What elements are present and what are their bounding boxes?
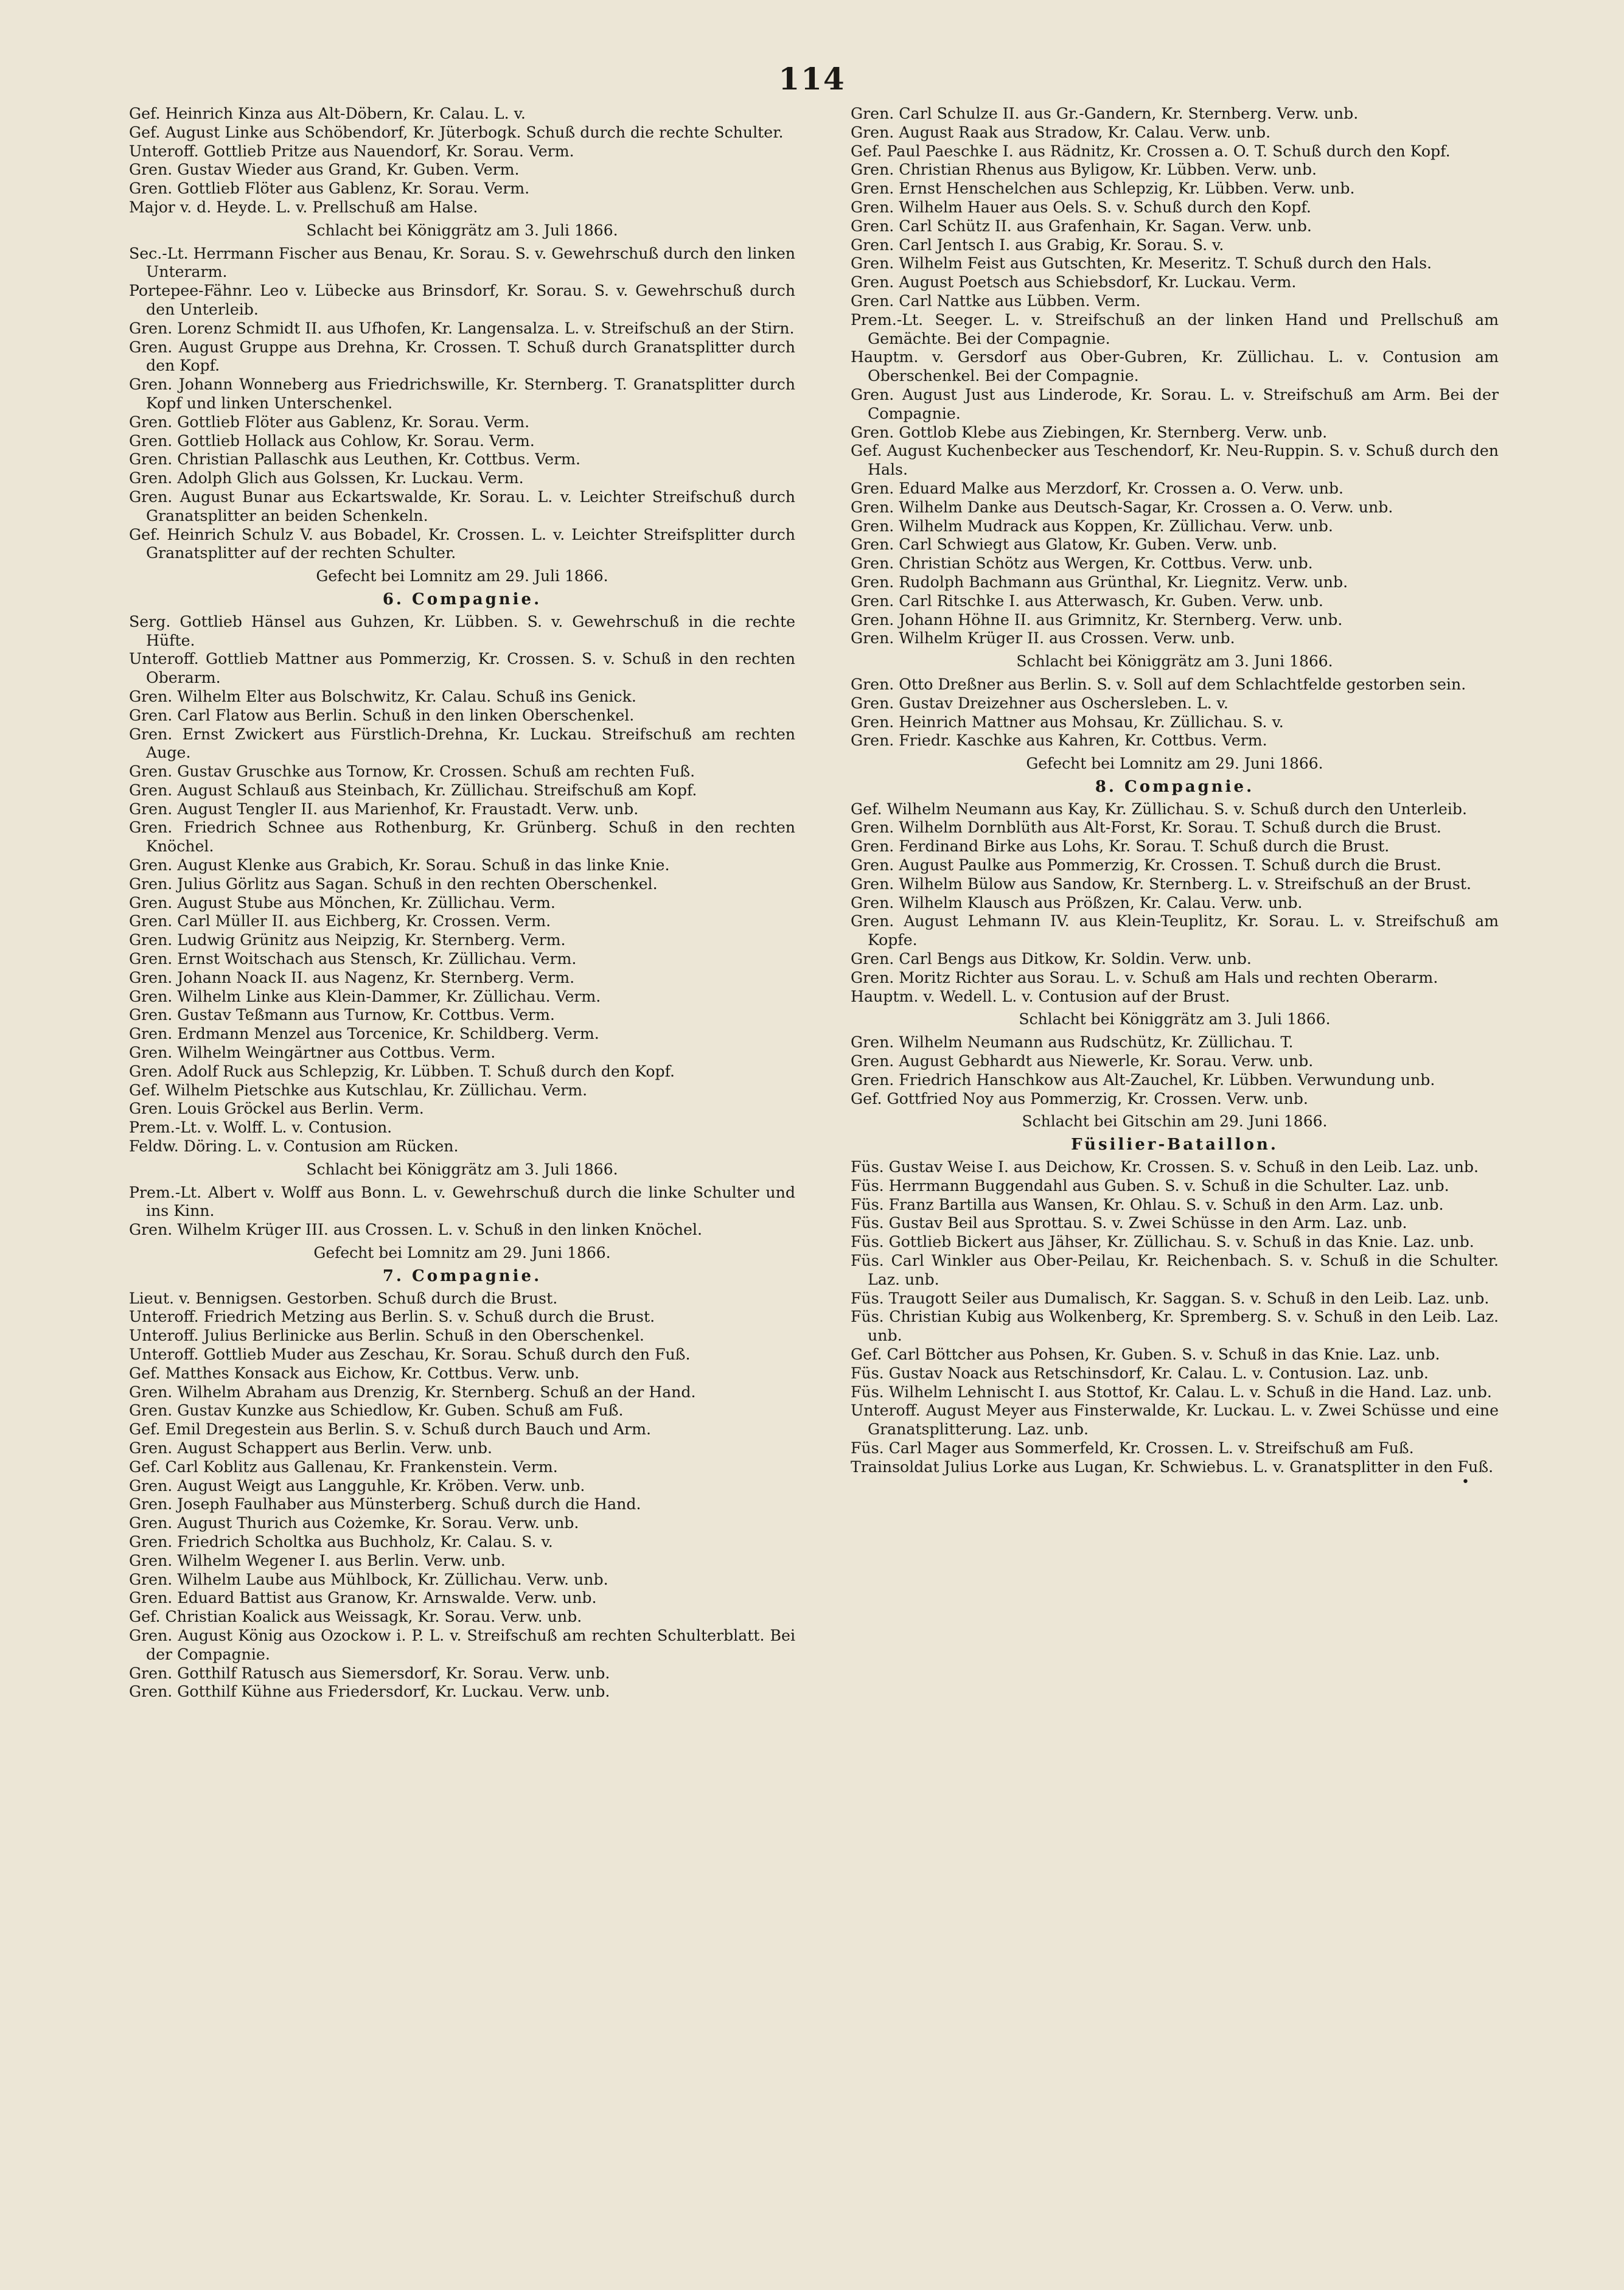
casualty-entry: Gren. August Schappert aus Berlin. Verw. unb. [129, 1439, 492, 1457]
casualty-entry: Gren. Carl Jentsch I. aus Grabig, Kr. Sorau. S. v. [851, 236, 1224, 254]
casualty-entry: Gren. Carl Schütz II. aus Grafenhain, Kr. Sagan. Verw. unb. [851, 217, 1312, 235]
casualty-entry: Unteroff. Gottlieb Muder aus Zeschau, Kr. Sorau. Schuß durch den Fuß. [129, 1346, 691, 1363]
casualty-entry: Gren. Wilhelm Krüger II. aus Crossen. Verw. unb. [851, 629, 1235, 648]
casualty-entry: Gren. Wilhelm Weingärtner aus Cottbus. Verm. [129, 1044, 496, 1062]
casualty-entry: Gren. Ernst Henschelchen aus Schlepzig, Kr. Lübben. Verw. unb. [851, 180, 1355, 198]
casualty-entry: Portepee-Fähnr. Leo v. Lübecke aus Brinsdorf, Kr. Sorau. S. v. Gewehrschuß durch den Unterleib. [129, 282, 795, 318]
company-heading: 7. Compagnie. [382, 1266, 542, 1285]
casualty-entry: Gren. Ferdinand Birke aus Lohs, Kr. Sorau. T. Schuß durch die Brust. [851, 837, 1390, 856]
right-column [851, 105, 1499, 1492]
casualty-entry: Gren. Christian Rhenus aus Byligow, Kr. Lübben. Verw. unb. [851, 161, 1317, 179]
casualty-entry: Füs. Carl Winkler aus Ober-Peilau, Kr. Reichenbach. S. v. Schuß in die Schulter. Laz. unb. [851, 1252, 1499, 1288]
casualty-entry: Gren. Wilhelm Klausch aus Prößzen, Kr. Calau. Verw. unb. [851, 893, 1303, 912]
casualty-entry: Gren. Johann Noack II. aus Nagenz, Kr. Sternberg. Verm. [129, 968, 575, 986]
casualty-entry: Gren. Wilhelm Dornblüth aus Alt-Forst, Kr. Sorau. T. Schuß durch die Brust. [851, 819, 1441, 837]
casualty-entry: Gren. Christian Pallaschk aus Leuthen, Kr. Cottbus. Verm. [129, 450, 581, 469]
casualty-entry: Gren. Gustav Gruschke aus Tornow, Kr. Crossen. Schuß am rechten Fuß. [129, 763, 695, 781]
casualty-entry: Gren. Wilhelm Krüger III. aus Crossen. L. v. Schuß in den linken Knöchel. [129, 1221, 702, 1239]
casualty-entry: Gren. Julius Görlitz aus Sagan. Schuß in den rechten Oberschenkel. [129, 874, 658, 893]
casualty-entry: Gren. Moritz Richter aus Sorau. L. v. Schuß am Hals und rechten Oberarm. [851, 968, 1438, 986]
casualty-entry: Gren. August Schlauß aus Steinbach, Kr. Züllichau. Streifschuß am Kopf. [129, 781, 697, 799]
casualty-entry: Füs. Gustav Weise I. aus Deichow, Kr. Crossen. S. v. Schuß in den Leib. Laz. unb. [851, 1158, 1479, 1176]
casualty-entry: Gren. Joseph Faulhaber aus Münsterberg. Schuß durch die Hand. [129, 1495, 641, 1513]
casualty-entry: Gren. Wilhelm Hauer aus Oels. S. v. Schuß durch den Kopf. [851, 198, 1311, 216]
section-heading: Schlacht bei Königgrätz am 3. Juli 1866. [306, 1160, 618, 1178]
casualty-entry: Gren. Gottlieb Flöter aus Gablenz, Kr. Sorau. Verm. [129, 180, 530, 198]
casualty-entry: Füs. Christian Kubig aus Wolkenberg, Kr. Spremberg. S. v. Schuß in den Leib. Laz. unb. [851, 1308, 1499, 1345]
casualty-entry: Gren. August Lehmann IV. aus Klein-Teuplitz, Kr. Sorau. L. v. Streifschuß am Kopfe. [851, 912, 1499, 949]
casualty-entry: Gren. Carl Flatow aus Berlin. Schuß in den linken Oberschenkel. [129, 706, 635, 724]
casualty-entry: Gef. Christian Koalick aus Weissagk, Kr. Sorau. Verw. unb. [129, 1608, 582, 1626]
casualty-entry: Gren. Johann Höhne II. aus Grimnitz, Kr. Sternberg. Verw. unb. [851, 610, 1343, 629]
casualty-entry: Gren. Adolph Glich aus Golssen, Kr. Luckau. Verm. [129, 469, 524, 487]
section-heading: Schlacht bei Königgrätz am 3. Juli 1866. [1019, 1010, 1331, 1028]
casualty-entry: Unteroff. Gottlieb Mattner aus Pommerzig, Kr. Crossen. S. v. Schuß in den rechten Oberarm. [129, 650, 795, 687]
casualty-entry: Gren. Ernst Woitschach aus Stensch, Kr. Züllichau. Verm. [129, 950, 577, 968]
casualty-entry: Gren. August Thurich aus Cożemke, Kr. Sorau. Verw. unb. [129, 1514, 579, 1532]
casualty-entry: Füs. Traugott Seiler aus Dumalisch, Kr. Saggan. S. v. Schuß in den Leib. Laz. unb. [851, 1289, 1490, 1307]
casualty-entry: Gren. Friedrich Schnee aus Rothenburg, Kr. Grünberg. Schuß in den rechten Knöchel. [129, 819, 795, 856]
section-heading: Gefecht bei Lomnitz am 29. Juli 1866. [316, 567, 608, 585]
casualty-entry: Gren. Gotthilf Ratusch aus Siemersdorf, Kr. Sorau. Verw. unb. [129, 1664, 610, 1682]
casualty-entry: Gren. Friedrich Scholtka aus Buchholz, Kr. Calau. S. v. [129, 1532, 553, 1551]
casualty-entry: Gren. Carl Bengs aus Ditkow, Kr. Soldin. Verw. unb. [851, 950, 1252, 968]
casualty-entry: Gren. Friedrich Hanschkow aus Alt-Zauchel, Kr. Lübben. Verwundung unb. [851, 1070, 1435, 1089]
casualty-entry: Gren. Louis Gröckel aus Berlin. Verm. [129, 1100, 424, 1118]
casualty-entry: Gren. Gotthilf Kühne aus Friedersdorf, Kr. Luckau. Verw. unb. [129, 1683, 610, 1701]
casualty-entry: Gren. August Klenke aus Grabich, Kr. Sorau. Schuß in das linke Knie. [129, 856, 670, 874]
casualty-entry: Gren. August Just aus Linderode, Kr. Sorau. L. v. Streifschuß am Arm. Bei der Compagnie. [851, 385, 1499, 422]
casualty-entry: Gren. Johann Wonneberg aus Friedrichswille, Kr. Sternberg. T. Granatsplitter durch Kopf und linken Unterschenkel. [129, 375, 795, 412]
casualty-entry: Gef. Heinrich Kinza aus Alt-Döbern, Kr. Calau. L. v. [129, 105, 526, 122]
casualty-entry: Gren. Wilhelm Bülow aus Sandow, Kr. Sternberg. L. v. Streifschuß an der Brust. [851, 874, 1471, 893]
casualty-entry: Gef. August Kuchenbecker aus Teschendorf, Kr. Neu-Ruppin. S. v. Schuß durch den Hals. [851, 442, 1499, 479]
section-heading: Gefecht bei Lomnitz am 29. Juni 1866. [313, 1244, 611, 1262]
casualty-entry: Gren. Friedr. Kaschke aus Kahren, Kr. Cottbus. Verm. [851, 731, 1267, 750]
casualty-entry: Prem.-Lt. v. Wolff. L. v. Contusion. [129, 1119, 392, 1137]
section-heading: Schlacht bei Gitschin am 29. Juni 1866. [1022, 1112, 1328, 1131]
casualty-entry: Trainsoldat Julius Lorke aus Lugan, Kr. Schwiebus. L. v. Granatsplitter in den Fuß. [851, 1457, 1494, 1476]
casualty-entry: Gren. August Poetsch aus Schiebsdorf, Kr. Luckau. Verm. [851, 273, 1297, 291]
casualty-entry: Gren. Gottlieb Hollack aus Cohlow, Kr. Sorau. Verm. [129, 431, 535, 450]
casualty-entry: Lieut. v. Bennigsen. Gestorben. Schuß durch die Brust. [129, 1289, 558, 1307]
casualty-entry: Gren. Gustav Teßmann aus Turnow, Kr. Cottbus. Verm. [129, 1006, 555, 1024]
casualty-entry: Gren. Wilhelm Linke aus Klein-Dammer, Kr. Züllichau. Verm. [129, 987, 601, 1005]
casualty-entry: Gren. August Tengler II. aus Marienhof, Kr. Fraustadt. Verw. unb. [129, 800, 639, 818]
casualty-entry: Füs. Franz Bartilla aus Wansen, Kr. Ohlau. S. v. Schuß in den Arm. Laz. unb. [851, 1195, 1444, 1213]
casualty-entry: Gren. Gustav Dreizehner aus Oschersleben. L. v. [851, 694, 1228, 712]
casualty-entry: Gren. August Gebhardt aus Niewerle, Kr. Sorau. Verw. unb. [851, 1052, 1314, 1070]
casualty-entry: Gef. Carl Böttcher aus Pohsen, Kr. Guben. S. v. Schuß in das Knie. Laz. unb. [851, 1346, 1440, 1363]
casualty-entry: Gren. Wilhelm Elter aus Bolschwitz, Kr. Calau. Schuß ins Genick. [129, 687, 636, 705]
casualty-entry: Gren. Lorenz Schmidt II. aus Ufhofen, Kr. Langensalza. L. v. Streifschuß an der Stirn. [129, 319, 795, 337]
casualty-entry: Gren. Wilhelm Neumann aus Rudschütz, Kr. Züllichau. T. [851, 1033, 1294, 1052]
casualty-entry: Gef. Gottfried Noy aus Pommerzig, Kr. Crossen. Verw. unb. [851, 1089, 1308, 1108]
casualty-entry: Gren. Heinrich Mattner aus Mohsau, Kr. Züllichau. S. v. [851, 713, 1284, 731]
casualty-entry: Prem.-Lt. Albert v. Wolff aus Bonn. L. v. Gewehrschuß durch die linke Schulter und ins Kinn. [129, 1183, 795, 1220]
casualty-entry: Major v. d. Heyde. L. v. Prellschuß am Halse. [129, 198, 478, 216]
casualty-entry: Gef. Carl Koblitz aus Gallenau, Kr. Frankenstein. Verm. [129, 1457, 558, 1476]
casualty-entry: Füs. Gustav Noack aus Retschinsdorf, Kr. Calau. L. v. Contusion. Laz. unb. [851, 1364, 1429, 1382]
casualty-entry: Feldw. Döring. L. v. Contusion am Rücken. [129, 1137, 459, 1156]
casualty-entry: Gren. Gottlieb Flöter aus Gablenz, Kr. Sorau. Verm. [129, 413, 530, 431]
casualty-entry: Gren. Ludwig Grünitz aus Neipzig, Kr. Sternberg. Verm. [129, 931, 566, 949]
casualty-entry: Gren. August Stube aus Mönchen, Kr. Züllichau. Verm. [129, 893, 556, 912]
end-mark: • [1462, 1474, 1469, 1490]
company-heading: 6. Compagnie. [382, 590, 542, 609]
casualty-entry: Gef. Wilhelm Pietschke aus Kutschlau, Kr. Züllichau. Verm. [129, 1081, 588, 1099]
casualty-entry: Prem.-Lt. Seeger. L. v. Streifschuß an der linken Hand und Prellschuß am Gemächte. Bei der Compagnie. [851, 310, 1499, 347]
casualty-entry: Füs. Carl Mager aus Sommerfeld, Kr. Crossen. L. v. Streifschuß am Fuß. [851, 1439, 1414, 1457]
casualty-entry: Gren. Wilhelm Mudrack aus Koppen, Kr. Züllichau. Verw. unb. [851, 517, 1333, 535]
casualty-entry: Gren. August Paulke aus Pommerzig, Kr. Crossen. T. Schuß durch die Brust. [851, 856, 1441, 874]
casualty-entry: Gren. August Bunar aus Eckartswalde, Kr. Sorau. L. v. Leichter Streifschuß durch Granatsplitter an beiden Schenkeln. [129, 487, 795, 525]
casualty-entry: Unteroff. Friedrich Metzing aus Berlin. S. v. Schuß durch die Brust. [129, 1308, 655, 1326]
casualty-entry: Gren. Eduard Battist aus Granow, Kr. Arnswalde. Verw. unb. [129, 1589, 597, 1607]
casualty-entry: Gren. Otto Dreßner aus Berlin. S. v. Soll auf dem Schlachtfelde gestorben sein. [851, 675, 1466, 693]
company-heading: 8. Compagnie. [1095, 777, 1255, 796]
casualty-entry: Gren. Wilhelm Laube aus Mühlbock, Kr. Züllichau. Verw. unb. [129, 1570, 608, 1588]
section-heading: Schlacht bei Königgrätz am 3. Juni 1866. [1016, 652, 1333, 671]
casualty-entry: Gren. Erdmann Menzel aus Torcenice, Kr. Schildberg. Verm. [129, 1025, 599, 1043]
casualty-entry: Gren. Gustav Kunzke aus Schiedlow, Kr. Guben. Schuß am Fuß. [129, 1402, 624, 1420]
page-number: 114 [778, 61, 846, 97]
casualty-entry: Gren. Ernst Zwickert aus Fürstlich-Drehna, Kr. Luckau. Streifschuß am rechten Auge. [129, 725, 795, 762]
casualty-entry: Gef. Paul Paeschke I. aus Rädnitz, Kr. Crossen a. O. T. Schuß durch den Kopf. [851, 142, 1451, 160]
casualty-entry: Serg. Gottlieb Hänsel aus Guhzen, Kr. Lübben. S. v. Gewehrschuß in die rechte Hüfte. [129, 612, 795, 649]
casualty-entry: Gren. August Gruppe aus Drehna, Kr. Crossen. T. Schuß durch Granatsplitter durch den Kopf. [129, 338, 795, 375]
casualty-entry: Unteroff. August Meyer aus Finsterwalde, Kr. Luckau. L. v. Zwei Schüsse und eine Granatsplitterung. Laz. unb. [851, 1402, 1499, 1439]
casualty-entry: Gren. Carl Müller II. aus Eichberg, Kr. Crossen. Verm. [129, 912, 551, 930]
casualty-entry: Gren. Wilhelm Wegener I. aus Berlin. Verw. unb. [129, 1551, 506, 1569]
casualty-entry: Sec.-Lt. Herrmann Fischer aus Benau, Kr. Sorau. S. v. Gewehrschuß durch den linken Unterarm. [129, 244, 795, 281]
casualty-entry: Gef. Wilhelm Neumann aus Kay, Kr. Züllichau. S. v. Schuß durch den Unterleib. [851, 800, 1467, 818]
casualty-entry: Gren. August Weigt aus Langguhle, Kr. Kröben. Verw. unb. [129, 1476, 585, 1495]
casualty-entry: Unteroff. Julius Berlinicke aus Berlin. Schuß in den Oberschenkel. [129, 1327, 644, 1345]
casualty-entry: Gren. Gottlob Klebe aus Ziebingen, Kr. Sternberg. Verw. unb. [851, 423, 1328, 441]
left-column [129, 105, 795, 1702]
casualty-entry: Hauptm. v. Wedell. L. v. Contusion auf der Brust. [851, 987, 1230, 1005]
section-heading: Gefecht bei Lomnitz am 29. Juni 1866. [1026, 755, 1323, 773]
casualty-entry: Gren. Carl Schwiegt aus Glatow, Kr. Guben. Verw. unb. [851, 536, 1277, 554]
casualty-entry: Gren. Carl Schulze II. aus Gr.-Gandern, Kr. Sternberg. Verw. unb. [851, 105, 1359, 122]
casualty-entry: Füs. Wilhelm Lehnischt I. aus Stottof, Kr. Calau. L. v. Schuß in die Hand. Laz. unb. [851, 1383, 1492, 1401]
casualty-entry: Gren. Christian Schötz aus Wergen, Kr. Cottbus. Verw. unb. [851, 554, 1313, 573]
casualty-entry: Hauptm. v. Gersdorf aus Ober-Gubren, Kr. Züllichau. L. v. Contusion am Oberschenkel. Bei der Compagnie. [851, 348, 1499, 385]
casualty-entry: Gef. Heinrich Schulz V. aus Bobadel, Kr. Crossen. L. v. Leichter Streifsplitter durch Granatsplitter auf der rechten Schulter. [129, 525, 795, 562]
casualty-entry: Gef. August Linke aus Schöbendorf, Kr. Jüterbogk. Schuß durch die rechte Schulter. [129, 123, 784, 141]
company-heading: Füsilier-Bataillon. [1071, 1136, 1278, 1154]
casualty-entry: Gren. Eduard Malke aus Merzdorf, Kr. Crossen a. O. Verw. unb. [851, 479, 1343, 497]
casualty-entry: Gren. Rudolph Bachmann aus Grünthal, Kr. Liegnitz. Verw. unb. [851, 573, 1348, 591]
casualty-entry: Gren. August Raak aus Stradow, Kr. Calau. Verw. unb. [851, 123, 1271, 141]
casualty-entry: Gren. Wilhelm Feist aus Gutschten, Kr. Meseritz. T. Schuß durch den Hals. [851, 254, 1432, 273]
casualty-entry: Füs. Gustav Beil aus Sprottau. S. v. Zwei Schüsse in den Arm. Laz. unb. [851, 1214, 1407, 1232]
casualty-entry: Gren. August König aus Ozockow i. P. L. v. Streifschuß am rechten Schulterblatt. Bei der Compagnie. [129, 1626, 795, 1663]
casualty-entry: Füs. Gottlieb Bickert aus Jähser, Kr. Züllichau. S. v. Schuß in das Knie. Laz. unb. [851, 1233, 1474, 1251]
casualty-entry: Füs. Herrmann Buggendahl aus Guben. S. v. Schuß in die Schulter. Laz. unb. [851, 1176, 1449, 1195]
casualty-entry: Gren. Wilhelm Danke aus Deutsch-Sagar, Kr. Crossen a. O. Verw. unb. [851, 498, 1393, 516]
casualty-entry: Gren. Adolf Ruck aus Schlepzig, Kr. Lübben. T. Schuß durch den Kopf. [129, 1062, 675, 1080]
section-heading: Schlacht bei Königgrätz am 3. Juli 1866. [306, 221, 618, 239]
casualty-entry: Gef. Matthes Konsack aus Eichow, Kr. Cottbus. Verw. unb. [129, 1364, 580, 1382]
casualty-entry: Unteroff. Gottlieb Pritze aus Nauendorf, Kr. Sorau. Verm. [129, 142, 574, 160]
casualty-entry: Gren. Gustav Wieder aus Grand, Kr. Guben. Verm. [129, 161, 520, 179]
casualty-entry: Gren. Carl Nattke aus Lübben. Verm. [851, 291, 1141, 310]
casualty-entry: Gren. Wilhelm Abraham aus Drenzig, Kr. Sternberg. Schuß an der Hand. [129, 1383, 696, 1401]
casualty-entry: Gren. Carl Ritschke I. aus Atterwasch, Kr. Guben. Verw. unb. [851, 592, 1323, 610]
casualty-entry: Gef. Emil Dregestein aus Berlin. S. v. Schuß durch Bauch und Arm. [129, 1420, 651, 1439]
